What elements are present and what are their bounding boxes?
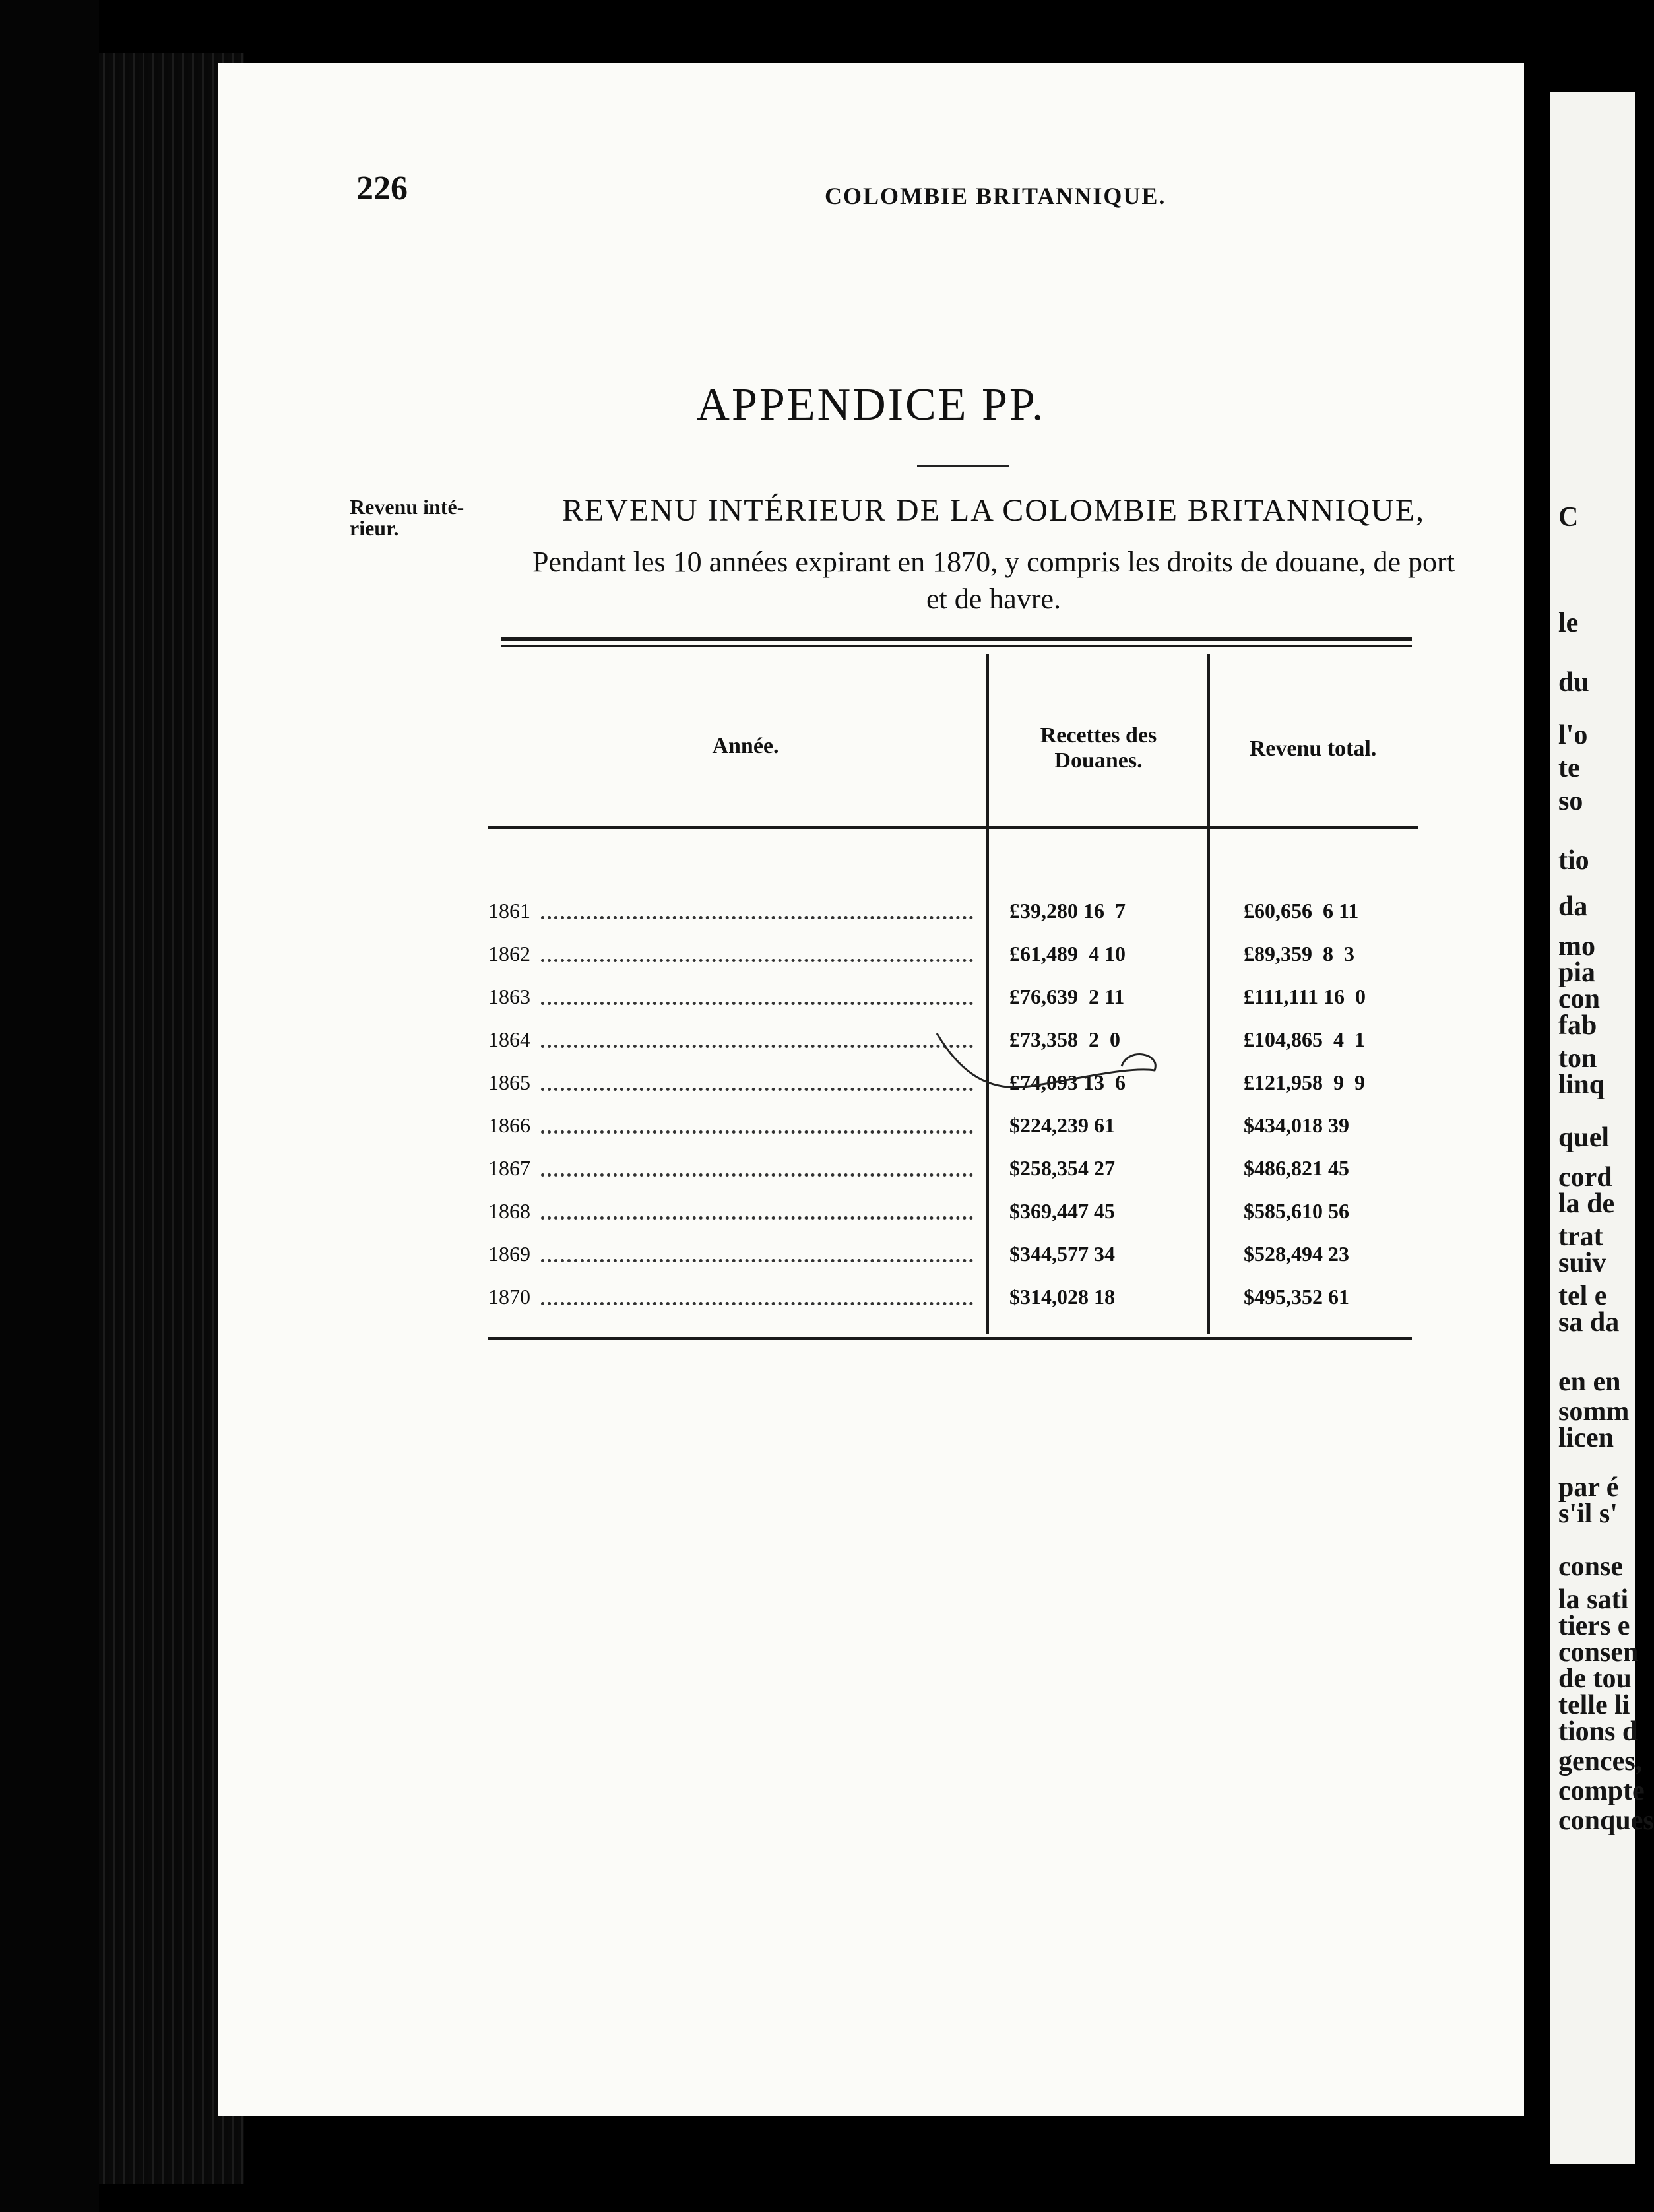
- facing-page-text: mo: [1558, 931, 1595, 961]
- table-row: [218, 899, 1524, 938]
- page-number: 226: [356, 170, 408, 207]
- facing-page-text: tio: [1558, 845, 1589, 876]
- margin-note-line: rieur.: [350, 516, 399, 540]
- year-cell: 1865: [488, 1070, 530, 1094]
- dot-leader: [541, 1259, 973, 1262]
- table-row: [218, 1070, 1524, 1110]
- total-cell: £60,656 6 11: [1244, 899, 1359, 923]
- book-binding: [0, 0, 99, 2212]
- year-cell: 1862: [488, 942, 530, 965]
- dot-leader: [541, 916, 973, 919]
- customs-cell: $258,354 27: [1009, 1156, 1115, 1180]
- margin-note-line: Revenu inté-: [350, 495, 464, 519]
- table-row: [218, 942, 1524, 981]
- dot-leader: [541, 1045, 973, 1048]
- total-cell: $434,018 39: [1244, 1113, 1349, 1137]
- facing-page-text: sa da: [1558, 1307, 1620, 1338]
- total-cell: $585,610 56: [1244, 1199, 1349, 1223]
- dot-leader: [541, 959, 973, 962]
- year-cell: 1864: [488, 1027, 530, 1051]
- facing-page-text: du: [1558, 667, 1589, 698]
- year-cell: 1861: [488, 899, 530, 923]
- total-cell: $495,352 61: [1244, 1285, 1349, 1309]
- dot-leader: [541, 1002, 973, 1005]
- dot-leader: [541, 1088, 973, 1091]
- facing-page-text: compte: [1558, 1776, 1645, 1806]
- table-row: [218, 1113, 1524, 1153]
- column-header-total: Revenu total.: [1249, 736, 1377, 761]
- facing-page-text: ton: [1558, 1043, 1597, 1074]
- customs-cell: £74,093 13 6: [1009, 1070, 1126, 1094]
- facing-page-text: le: [1558, 608, 1579, 638]
- year-cell: 1869: [488, 1242, 530, 1266]
- facing-page-text: par é: [1558, 1472, 1619, 1503]
- column-header-customs: [993, 723, 1204, 773]
- handwritten-mark: [930, 1027, 1221, 1106]
- facing-page-text: da: [1558, 892, 1588, 922]
- facing-page-text: tel e: [1558, 1281, 1607, 1311]
- facing-page-text: tiers e: [1558, 1611, 1630, 1641]
- running-head: COLOMBIE BRITANNIQUE.: [825, 183, 1166, 209]
- facing-page-text: la de: [1558, 1188, 1615, 1219]
- table-row: [218, 1027, 1524, 1067]
- table-caption-detail: [499, 544, 1488, 618]
- year-cell: 1866: [488, 1113, 530, 1137]
- table-top-rule-thin: [501, 645, 1412, 647]
- facing-page-text: telle li: [1558, 1690, 1630, 1720]
- facing-page-text: de tou: [1558, 1664, 1632, 1694]
- table-row: [218, 985, 1524, 1024]
- customs-cell: $344,577 34: [1009, 1242, 1115, 1266]
- facing-page-text: conques: [1558, 1805, 1654, 1836]
- caption-line: et de havre.: [926, 583, 1061, 615]
- facing-page-text: cord: [1558, 1162, 1612, 1192]
- header-rule: [488, 826, 1418, 829]
- customs-cell: $224,239 61: [1009, 1113, 1115, 1137]
- table-row: [218, 1242, 1524, 1282]
- facing-page-text: l'o: [1558, 720, 1588, 750]
- year-cell: 1867: [488, 1156, 530, 1180]
- table-row: [218, 1285, 1524, 1324]
- facing-page-text: pia: [1558, 958, 1596, 988]
- year-cell: 1870: [488, 1285, 530, 1309]
- facing-page-text: trat: [1558, 1221, 1603, 1252]
- customs-cell: £76,639 2 11: [1009, 985, 1125, 1008]
- table-caption: REVENU INTÉRIEUR DE LA COLOMBIE BRITANNIQUE,: [561, 493, 1426, 528]
- facing-page-text: te: [1558, 753, 1580, 783]
- customs-cell: £73,358 2 0: [1009, 1027, 1120, 1051]
- margin-note: [350, 496, 464, 538]
- facing-page-text: consen: [1558, 1637, 1639, 1668]
- facing-page-text: con: [1558, 984, 1600, 1014]
- table-bottom-rule: [488, 1337, 1412, 1340]
- header-line: Douanes.: [1054, 748, 1143, 773]
- facing-page-text: quel: [1558, 1122, 1610, 1153]
- total-cell: £111,111 16 0: [1244, 985, 1366, 1008]
- header-line: Recettes des: [1040, 723, 1157, 748]
- table-row: [218, 1156, 1524, 1196]
- total-cell: $486,821 45: [1244, 1156, 1349, 1180]
- facing-page: [1550, 92, 1654, 2164]
- book-gutter: [1524, 0, 1550, 2212]
- facing-page-text: s'il s': [1558, 1499, 1618, 1529]
- year-cell: 1863: [488, 985, 530, 1008]
- facing-page-text: fab: [1558, 1010, 1597, 1041]
- customs-cell: $314,028 18: [1009, 1285, 1115, 1309]
- column-header-year: Année.: [712, 734, 779, 758]
- title-rule: [917, 465, 1009, 467]
- customs-cell: £61,489 4 10: [1009, 942, 1126, 965]
- total-cell: $528,494 23: [1244, 1242, 1349, 1266]
- customs-cell: $369,447 45: [1009, 1199, 1115, 1223]
- facing-page-text: licen: [1558, 1423, 1614, 1453]
- table-top-rule: [501, 637, 1412, 641]
- dot-leader: [541, 1302, 973, 1305]
- caption-line: Pendant les 10 années expirant en 1870, y compris les droits de douane, de port: [532, 546, 1455, 578]
- total-cell: £89,359 8 3: [1244, 942, 1354, 965]
- total-cell: £104,865 4 1: [1244, 1027, 1365, 1051]
- facing-page-text: tions d: [1558, 1716, 1638, 1747]
- dot-leader: [541, 1173, 973, 1177]
- facing-page-text: suiv: [1558, 1248, 1606, 1278]
- appendix-title: APPENDICE PP.: [696, 379, 1046, 430]
- facing-page-text: conse: [1558, 1551, 1623, 1582]
- dot-leader: [541, 1130, 973, 1134]
- year-cell: 1868: [488, 1199, 530, 1223]
- dot-leader: [541, 1216, 973, 1220]
- table-row: [218, 1199, 1524, 1239]
- facing-page-text: en en: [1558, 1367, 1621, 1397]
- total-cell: £121,958 9 9: [1244, 1070, 1365, 1094]
- facing-page-text: C: [1558, 502, 1579, 533]
- facing-page-text: linq: [1558, 1070, 1605, 1100]
- facing-page-text: la sati: [1558, 1584, 1629, 1615]
- facing-page-text: somm: [1558, 1396, 1630, 1427]
- facing-page-text: gences,: [1558, 1746, 1643, 1776]
- facing-page-text: so: [1558, 786, 1583, 816]
- document-page: [218, 63, 1524, 2116]
- customs-cell: £39,280 16 7: [1009, 899, 1126, 923]
